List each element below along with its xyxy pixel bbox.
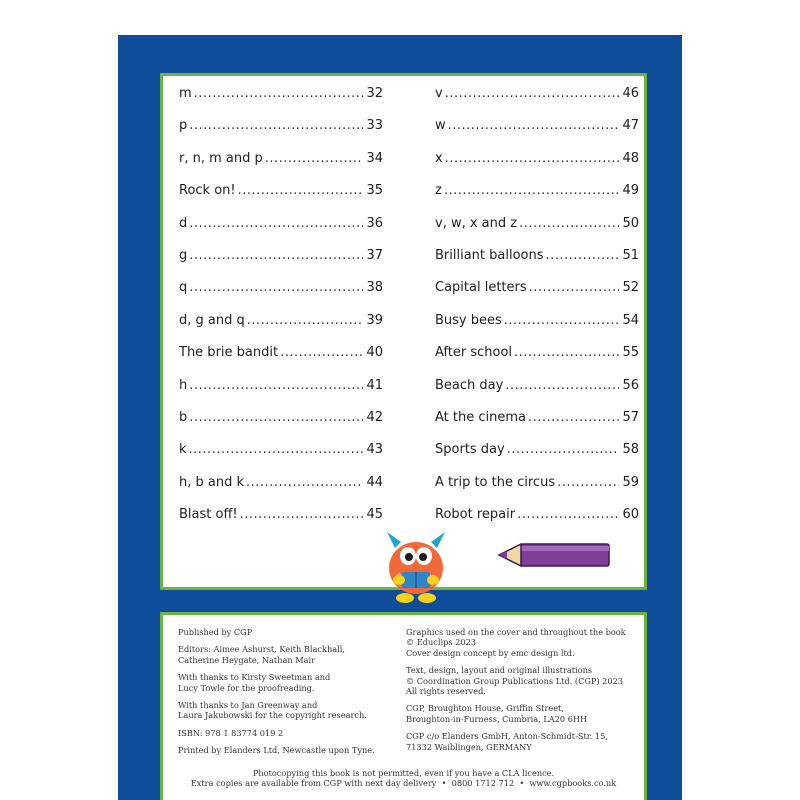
contents-entry-page: 37 <box>366 247 383 263</box>
contents-entry-label: h, b and k <box>179 474 245 490</box>
dot-leader <box>448 118 619 133</box>
contents-entry <box>435 118 639 150</box>
contents-entry <box>179 118 383 150</box>
photocopy-notice: Photocopying this book is not permitted, even if you have a CLA licence. <box>252 768 555 778</box>
contents-entry <box>435 280 639 312</box>
dot-leader <box>445 151 619 166</box>
contents-entry-page: 58 <box>622 442 639 458</box>
publisher-text: Published by CGP <box>178 627 253 637</box>
contents-entry-page: 50 <box>622 215 639 231</box>
contents-entry-page: 47 <box>622 118 639 134</box>
contents-panel <box>160 73 647 590</box>
contents-entry <box>435 248 639 280</box>
contents-entry-label: The brie bandit <box>179 345 279 361</box>
isbn-text: ISBN: 978 1 83774 019 2 <box>178 727 284 738</box>
contents-entry <box>435 410 639 442</box>
monster-reading-icon <box>381 526 451 606</box>
contents-entry-page: 55 <box>622 345 639 361</box>
contents-entry <box>179 475 383 507</box>
dot-leader <box>238 183 363 198</box>
dot-leader <box>504 313 619 328</box>
contents-column-right <box>435 86 639 539</box>
contents-entry <box>179 313 383 345</box>
contents-entry-label: q <box>179 280 188 296</box>
publishing-info-panel <box>160 612 647 800</box>
dot-leader <box>280 345 363 360</box>
contents-entry-page: 39 <box>366 312 383 328</box>
dot-leader <box>194 86 363 101</box>
dot-leader <box>517 507 619 522</box>
contents-entry-label: m <box>179 86 192 101</box>
contents-entry-label: Sports day <box>435 442 505 458</box>
dot-leader <box>528 410 619 425</box>
contents-entry <box>435 151 639 183</box>
contents-entry <box>179 151 383 183</box>
contents-entry-page: 49 <box>622 183 639 199</box>
printer-text: Printed by Elanders Ltd, Newcastle upon Tyne. <box>178 745 375 756</box>
dot-leader <box>246 475 363 490</box>
dot-leader <box>189 280 363 295</box>
contents-entry-label: Rock on! <box>179 183 236 199</box>
contents-entry-label: p <box>179 118 188 134</box>
contents-entry <box>179 507 383 539</box>
dot-leader <box>519 216 619 231</box>
contents-entry <box>435 442 639 474</box>
publishing-info-left <box>178 627 393 763</box>
contents-entry-page: 42 <box>366 409 383 425</box>
contents-entry-page: 34 <box>366 150 383 166</box>
copyright-notice: Text, design, layout and original illustrations © Coordination Group Publications Ltd. (CGP) 2023 All rights reserved. <box>406 665 624 697</box>
dot-leader <box>240 507 363 522</box>
dot-leader <box>189 216 363 231</box>
contents-entry-page: 43 <box>366 442 383 458</box>
contents-entry-label: At the cinema <box>435 409 526 425</box>
contents-entry <box>179 86 383 118</box>
dot-leader <box>444 183 619 198</box>
contents-entry-page: 36 <box>366 215 383 231</box>
contents-entry-page: 57 <box>622 409 639 425</box>
order-notice: Extra copies are available from CGP with next day delivery • 0800 1712 712 • www.cgpbooks.co.uk <box>190 778 617 789</box>
contents-entry-label: g <box>179 247 188 263</box>
dot-leader <box>507 442 619 457</box>
contents-entry-label: After school <box>435 345 513 361</box>
dot-leader <box>505 378 619 393</box>
dot-leader <box>189 378 363 393</box>
dot-leader <box>546 248 619 263</box>
contents-entry-page: 41 <box>366 377 383 393</box>
contents-entry-label: x <box>435 150 443 166</box>
contents-entry <box>179 378 383 410</box>
contents-entry-label: r, n, m and p <box>179 150 263 166</box>
contents-entry-page: 48 <box>622 150 639 166</box>
contents-entry-label: Brilliant balloons <box>435 247 544 263</box>
contents-entry-label: Robot repair <box>435 507 516 523</box>
contents-entry-page: 44 <box>366 474 383 490</box>
contents-entry <box>435 86 639 118</box>
contents-entry-label: v <box>435 86 443 101</box>
contents-entry-page: 38 <box>366 280 383 296</box>
contents-entry-label: Capital letters <box>435 280 527 296</box>
publishing-info-right <box>406 627 646 759</box>
contents-entry <box>179 183 383 215</box>
contents-entry-page: 45 <box>366 507 383 523</box>
contents-entry-label: Blast off! <box>179 507 238 523</box>
dot-leader <box>265 151 363 166</box>
purple-pencil-icon <box>495 538 613 574</box>
contents-entry <box>435 475 639 507</box>
contents-entry-label: A trip to the circus <box>435 474 556 490</box>
contents-column-left <box>179 86 383 539</box>
dot-leader <box>189 118 363 133</box>
contents-entry-page: 32 <box>366 86 383 101</box>
proofreading-thanks: With thanks to Kirsty Sweetman and Lucy Towle for the proofreading. <box>178 672 331 693</box>
dot-leader <box>529 280 619 295</box>
contents-entry <box>179 410 383 442</box>
contents-entry <box>435 507 639 539</box>
contents-entry-label: w <box>435 118 446 134</box>
dot-leader <box>514 345 619 360</box>
contents-entry-label: b <box>179 409 188 425</box>
dot-leader <box>189 248 363 263</box>
contents-entry-page: 60 <box>622 507 639 523</box>
contents-entry-label: Busy bees <box>435 312 502 328</box>
dot-leader <box>189 410 363 425</box>
contents-entry-label: z <box>435 183 442 199</box>
graphics-credit: Graphics used on the cover and throughout the book © Educlips 2023 Cover design concept by emc design ltd. <box>406 627 626 658</box>
contents-entry <box>435 378 639 410</box>
contents-entry <box>435 216 639 248</box>
contents-entry-page: 51 <box>622 247 639 263</box>
eu-address: CGP c/o Elanders GmbH, Anton-Schmidt-Str. 15, 71332 Waiblingen, GERMANY <box>406 731 608 752</box>
contents-entry-page: 33 <box>366 118 383 134</box>
dot-leader <box>445 86 619 101</box>
contents-entry-label: h <box>179 377 188 393</box>
contents-entry <box>435 313 639 345</box>
contents-entry-page: 35 <box>366 183 383 199</box>
contents-entry-page: 56 <box>622 377 639 393</box>
contents-entry-label: Beach day <box>435 377 504 393</box>
contents-entry-page: 46 <box>622 86 639 101</box>
contents-entry-page: 59 <box>622 474 639 490</box>
contents-entry <box>179 248 383 280</box>
contents-entry-label: d <box>179 215 188 231</box>
contents-entry-label: k <box>179 442 187 458</box>
dot-leader <box>189 442 363 457</box>
contents-entry-label: d, g and q <box>179 312 245 328</box>
contents-entry <box>179 280 383 312</box>
dot-leader <box>557 475 619 490</box>
contents-entry-page: 52 <box>622 280 639 296</box>
contents-entry-page: 54 <box>622 312 639 328</box>
uk-address: CGP, Broughton House, Griffin Street, Broughton-in-Furness, Cumbria, LA20 6HH <box>406 703 588 724</box>
footer-notice <box>163 768 644 789</box>
contents-entry-page: 40 <box>366 345 383 361</box>
contents-entry <box>179 442 383 474</box>
contents-entry <box>179 345 383 377</box>
editors-text: Editors: Aimee Ashurst, Keith Blackhall, Catherine Heygate, Nathan Mair <box>178 644 345 665</box>
copyright-thanks: With thanks to Jan Greenway and Laura Jakubowski for the copyright research. <box>178 700 367 721</box>
contents-entry-label: v, w, x and z <box>435 215 518 231</box>
contents-entry <box>435 183 639 215</box>
contents-entry <box>435 345 639 377</box>
dot-leader <box>247 313 363 328</box>
contents-entry <box>179 216 383 248</box>
